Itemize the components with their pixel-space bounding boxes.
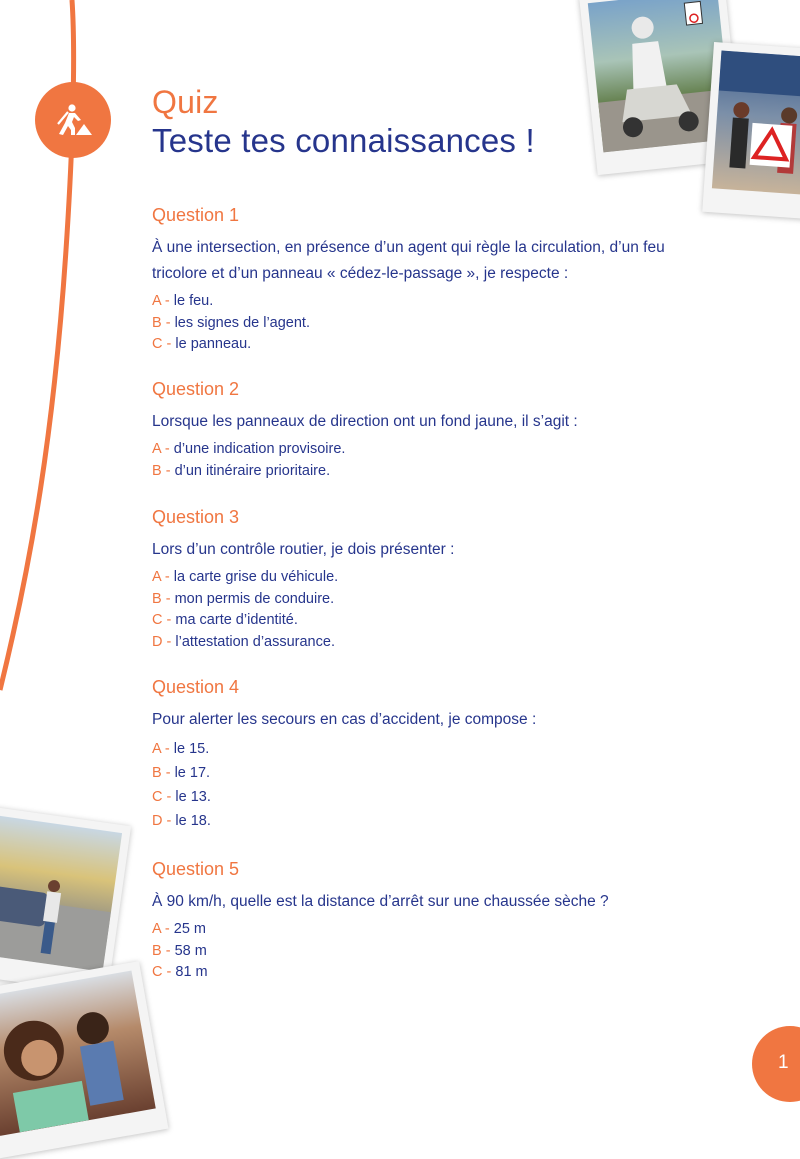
option-text: 25 m [173,921,207,937]
option-text: 81 m [175,964,208,980]
option-letter: A - [152,441,170,457]
option-text: les signes de l’agent. [174,314,310,331]
answer-option [152,334,712,356]
question-text: Pour alerter les secours en cas d’accident, je compose : [152,711,537,728]
option-letter: B - [152,942,171,959]
option-text: le 15. [173,741,210,757]
option-text: mon permis de conduire. [174,590,335,607]
option-letter: C - [152,336,172,352]
option-letter: C - [152,789,172,805]
option-letter: C - [152,964,172,980]
question-5 [152,859,712,984]
photo-teenagers-phone [0,961,168,1159]
option-text: 58 m [174,942,207,959]
option-letter: A - [152,293,170,309]
question-text: Lors d’un contrôle routier, je dois présenter : [152,541,455,558]
answer-option [152,785,712,809]
option-letter: B - [152,590,171,607]
answer-option [152,941,712,963]
option-text: le feu. [173,293,214,309]
option-text: le 13. [175,789,211,805]
option-letter: A - [152,741,170,757]
option-letter: D - [152,633,172,650]
option-text: la carte grise du véhicule. [173,569,339,585]
answer-option [152,919,712,941]
page-title: Teste tes connaissances ! [152,122,535,159]
answer-option [152,313,712,335]
answer-option [152,962,712,984]
option-letter: B - [152,462,171,479]
answer-option [152,610,712,632]
option-letter: B - [152,314,171,331]
answer-option [152,439,712,461]
answer-option [152,291,712,313]
option-letter: B - [152,765,171,781]
option-text: d’une indication provisoire. [173,441,346,457]
option-letter: A - [152,569,170,585]
question-heading: Question 1 [152,205,240,225]
option-text: le 17. [174,765,211,781]
question-heading: Question 3 [152,507,240,527]
answer-option [152,632,712,654]
answer-option [152,461,712,483]
header-badge [35,82,111,158]
option-text: le panneau. [175,336,252,352]
option-text: l’attestation d’assurance. [175,633,335,650]
question-heading: Question 2 [152,379,240,399]
question-text: À 90 km/h, quelle est la distance d’arrêt sur une chaussée sèche ? [152,893,609,910]
option-letter: C - [152,612,172,628]
answer-option [152,567,712,589]
question-1 [152,205,712,356]
question-heading: Question 5 [152,859,240,879]
option-letter: D - [152,813,172,829]
page-number: 1 [778,1052,789,1073]
option-text: le 18. [175,813,211,829]
photo-road-sign-group [702,42,800,220]
question-2 [152,379,712,482]
answer-option [152,809,712,833]
option-text: ma carte d’identité. [175,612,298,628]
answer-option [152,737,712,761]
roadwork-worker-icon [54,104,92,136]
option-letter: A - [152,921,170,937]
question-4 [152,677,712,833]
question-text: Lorsque les panneaux de direction ont un fond jaune, il s’agit : [152,413,578,430]
question-heading: Question 4 [152,677,240,697]
answer-option [152,589,712,611]
option-text: d’un itinéraire prioritaire. [174,462,331,479]
question-text: À une intersection, en présence d’un agent qui règle la circulation, d’un feu tricolore et d’un panneau « cédez-le-passage », je respecte : [152,239,665,282]
answer-option [152,761,712,785]
question-3 [152,507,712,653]
quiz-label: Quiz [152,84,219,120]
